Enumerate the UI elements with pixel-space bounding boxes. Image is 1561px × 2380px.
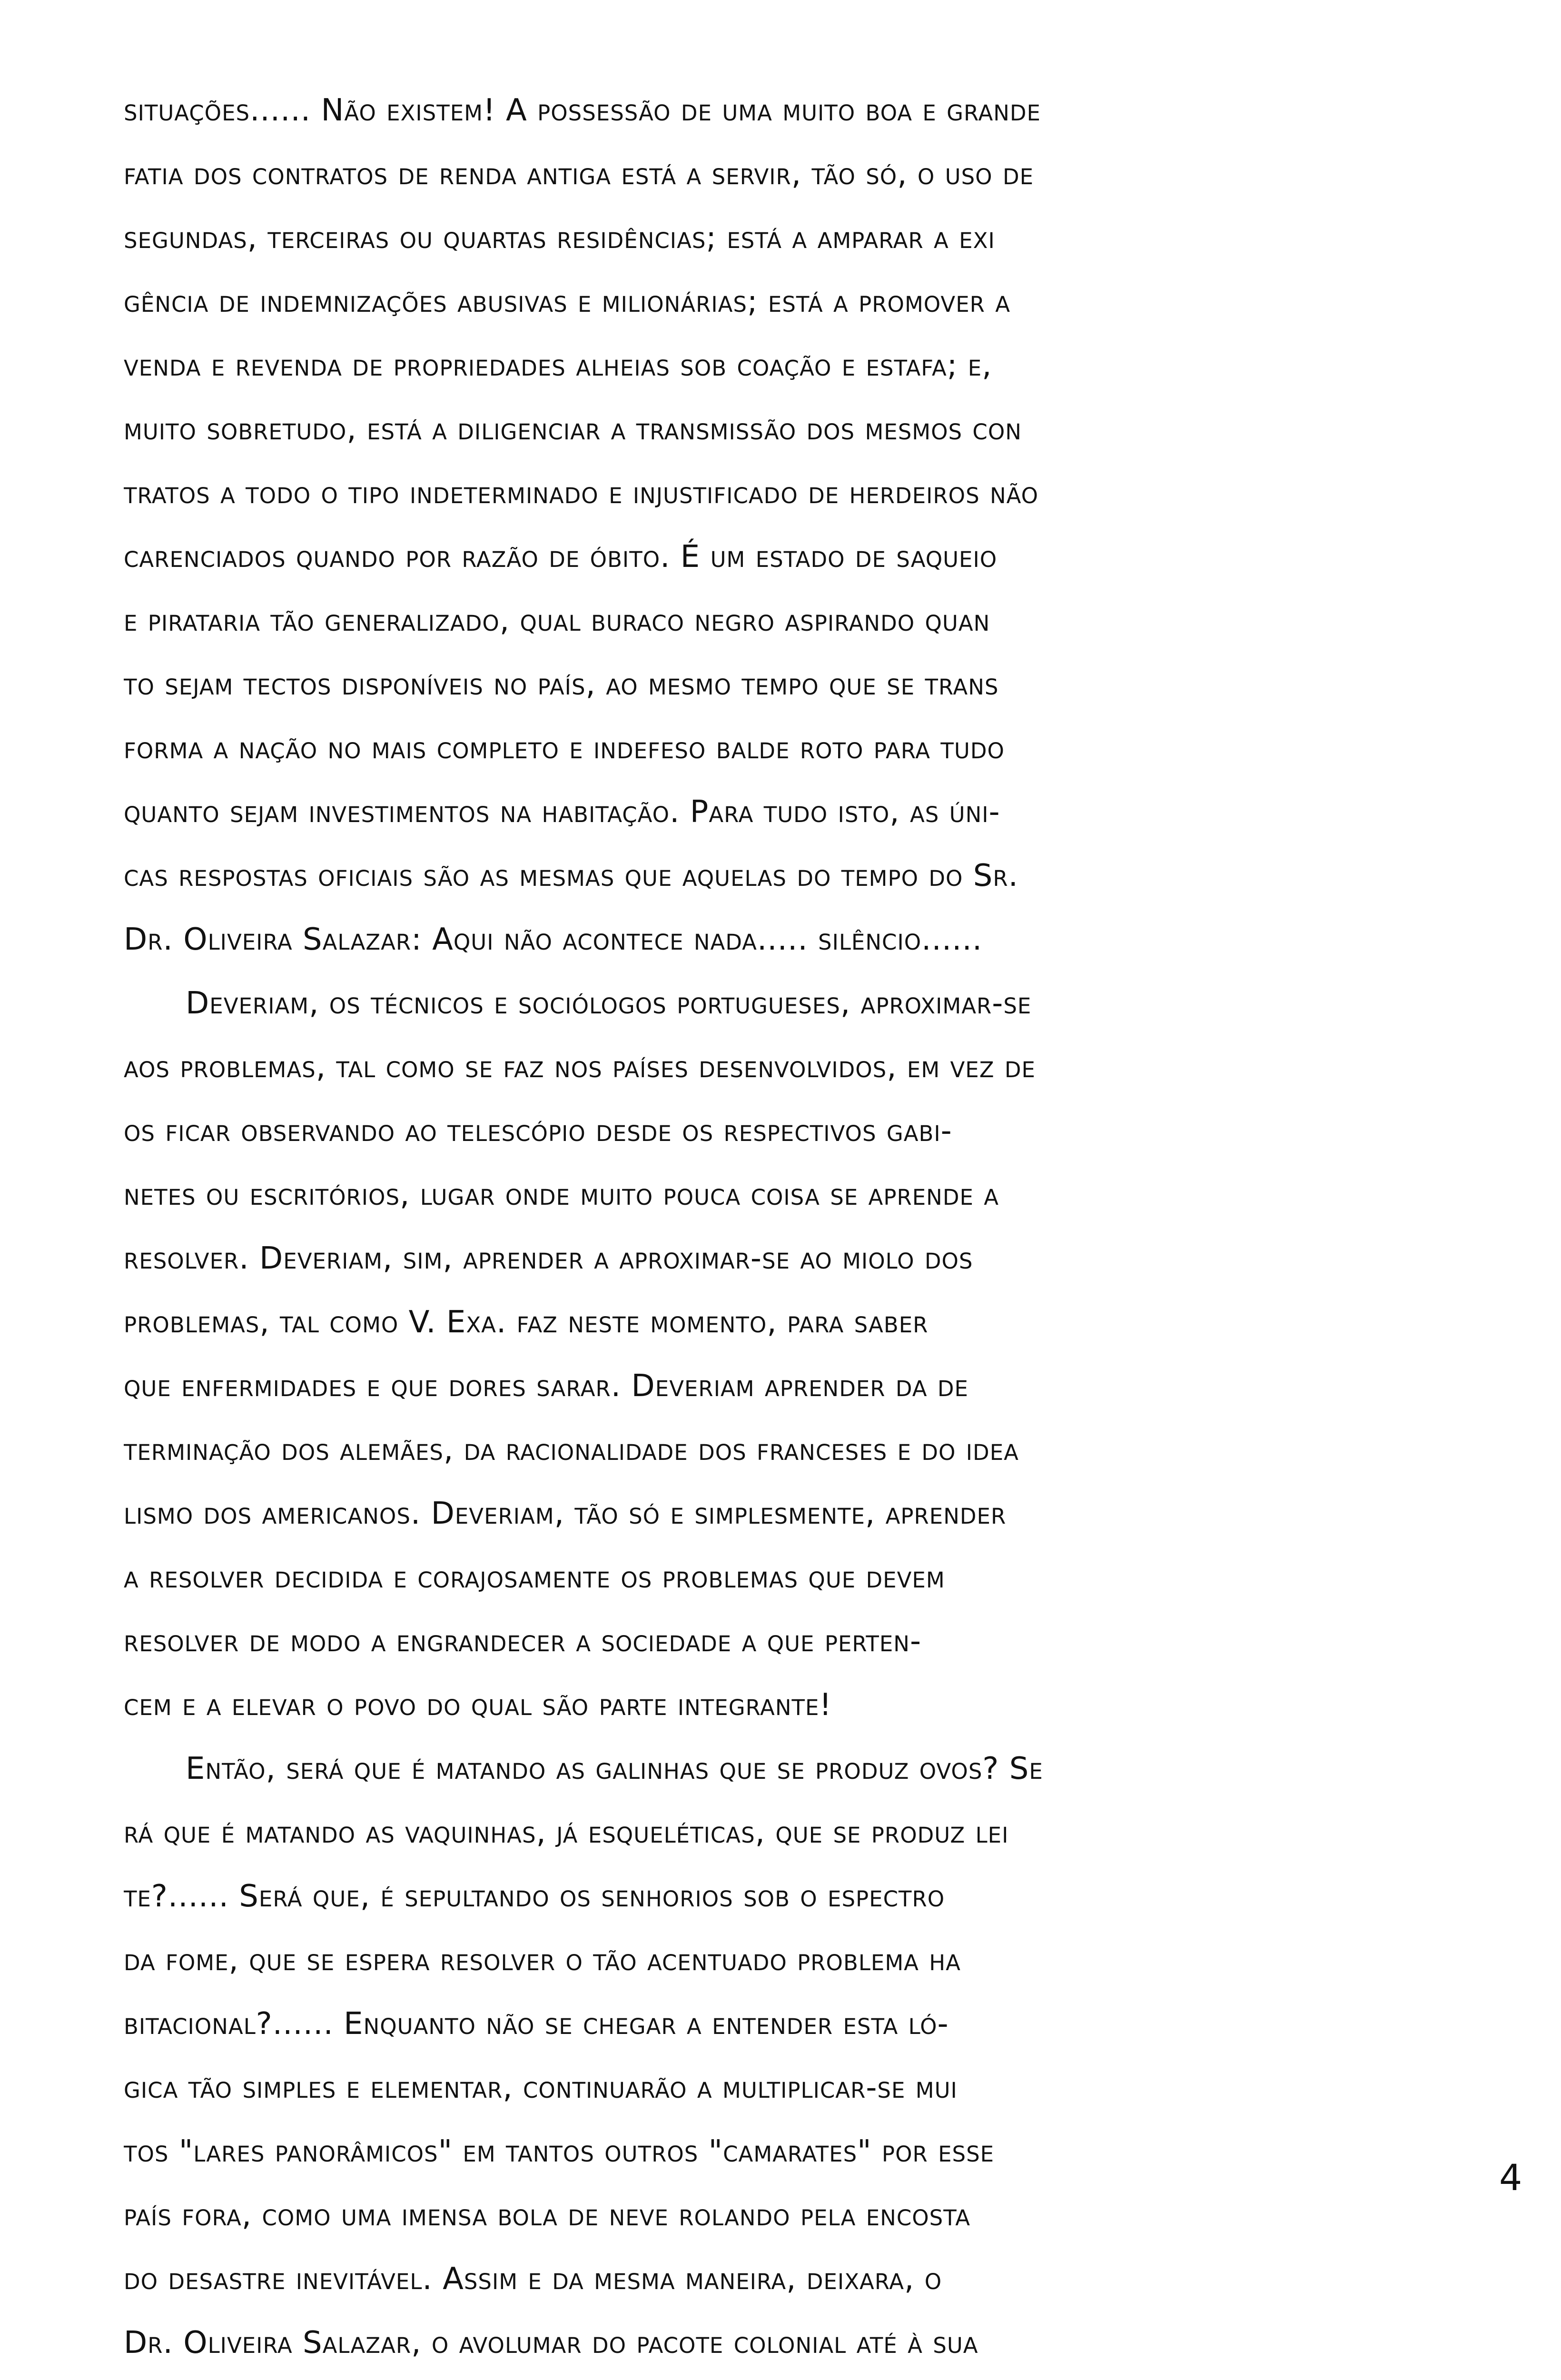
text-body	[124, 79, 1542, 2380]
text-line: quanto sejam investimentos na habitação. Para tudo isto, as úni-	[124, 794, 1000, 830]
text-line: resolver. Deveriam, sim, aprender a aproximar-se ao miolo dos	[124, 1241, 973, 1276]
text-line: cem e a elevar o povo do qual são parte integrante!	[124, 1687, 832, 1723]
text-line: cas respostas oficiais são as mesmas que aquelas do tempo do Sr.	[124, 858, 1019, 893]
text-line: segundas, terceiras ou quartas residências; está a amparar a exi	[124, 220, 995, 256]
text-line: te?...... Será que, é sepultando os senhorios sob o espectro	[124, 1879, 945, 1914]
text-line: gica tão simples e elementar, continuarão a multiplicar-se mui	[124, 2070, 958, 2105]
text-line: terminação dos alemães, da racionalidade dos franceses e do idea	[124, 1432, 1019, 1468]
text-line: aos problemas, tal como se faz nos países desenvolvidos, em vez de	[124, 1050, 1036, 1085]
paragraph-start-line: Deveriam, os técnicos e sociólogos portugueses, aproximar-se	[186, 986, 1032, 1021]
text-line: tos "lares panorâmicos" em tantos outros "camarates" por esse	[124, 2134, 995, 2169]
text-line: netes ou escritórios, lugar onde muito pouca coisa se aprende a	[124, 1177, 999, 1212]
text-line: to sejam tectos disponíveis no país, ao mesmo tempo que se trans	[124, 667, 999, 702]
text-line: Dr. Oliveira Salazar: Aqui não acontece nada..... silêncio......	[124, 922, 983, 957]
text-line: problemas, tal como V. Exa. faz neste momento, para saber	[124, 1305, 929, 1340]
text-line: do desastre inevitável. Assim e da mesma maneira, deixara, o	[124, 2261, 942, 2297]
text-line: país fora, como uma imensa bola de neve rolando pela encosta	[124, 2198, 971, 2233]
text-line: situações...... Não existem! A possessão de uma muito boa e grande	[124, 93, 1041, 128]
text-line: gência de indemnizações abusivas e milionárias; está a promover a	[124, 284, 1011, 319]
text-line: fatia dos contratos de renda antiga está a servir, tão só, o uso de	[124, 157, 1034, 192]
page-number: 4	[1499, 2156, 1522, 2199]
text-line: Dr. Oliveira Salazar, o avolumar do pacote colonial até à sua	[124, 2325, 978, 2360]
text-line: da fome, que se espera resolver o tão acentuado problema ha	[124, 1943, 961, 1978]
text-line: a resolver decidida e corajosamente os problemas que devem	[124, 1560, 945, 1595]
text-line	[124, 2375, 1542, 2380]
text-line: carenciados quando por razão de óbito. É um estado de saqueio	[124, 539, 998, 575]
text-line: rá que é matando as vaquinhas, já esqueléticas, que se produz lei	[124, 1815, 1009, 1850]
text-line: tratos a todo o tipo indeterminado e injustificado de herdeiros não	[124, 476, 1039, 511]
text-line: que enfermidades e que dores sarar. Deveriam aprender da de	[124, 1368, 968, 1404]
text-line: venda e revenda de propriedades alheias sob coação e estafa; e,	[124, 348, 992, 383]
paragraph-start-line: Então, será que é matando as galinhas que se produz ovos? Se	[186, 1751, 1043, 1786]
text-line: forma a nação no mais completo e indefeso balde roto para tudo	[124, 731, 1005, 766]
text-line: bitacional?...... Enquanto não se chegar a entender esta ló-	[124, 2006, 949, 2042]
text-line: muito sobretudo, está a diligenciar a transmissão dos mesmos con	[124, 412, 1022, 447]
text-line: e pirataria tão generalizado, qual buraco negro aspirando quan	[124, 603, 990, 638]
text-line: lismo dos americanos. Deveriam, tão só e simplesmente, aprender	[124, 1496, 1007, 1531]
text-line: os ficar observando ao telescópio desde os respectivos gabi-	[124, 1113, 952, 1149]
text-line: resolver de modo a engrandecer a sociedade a que perten-	[124, 1624, 922, 1659]
